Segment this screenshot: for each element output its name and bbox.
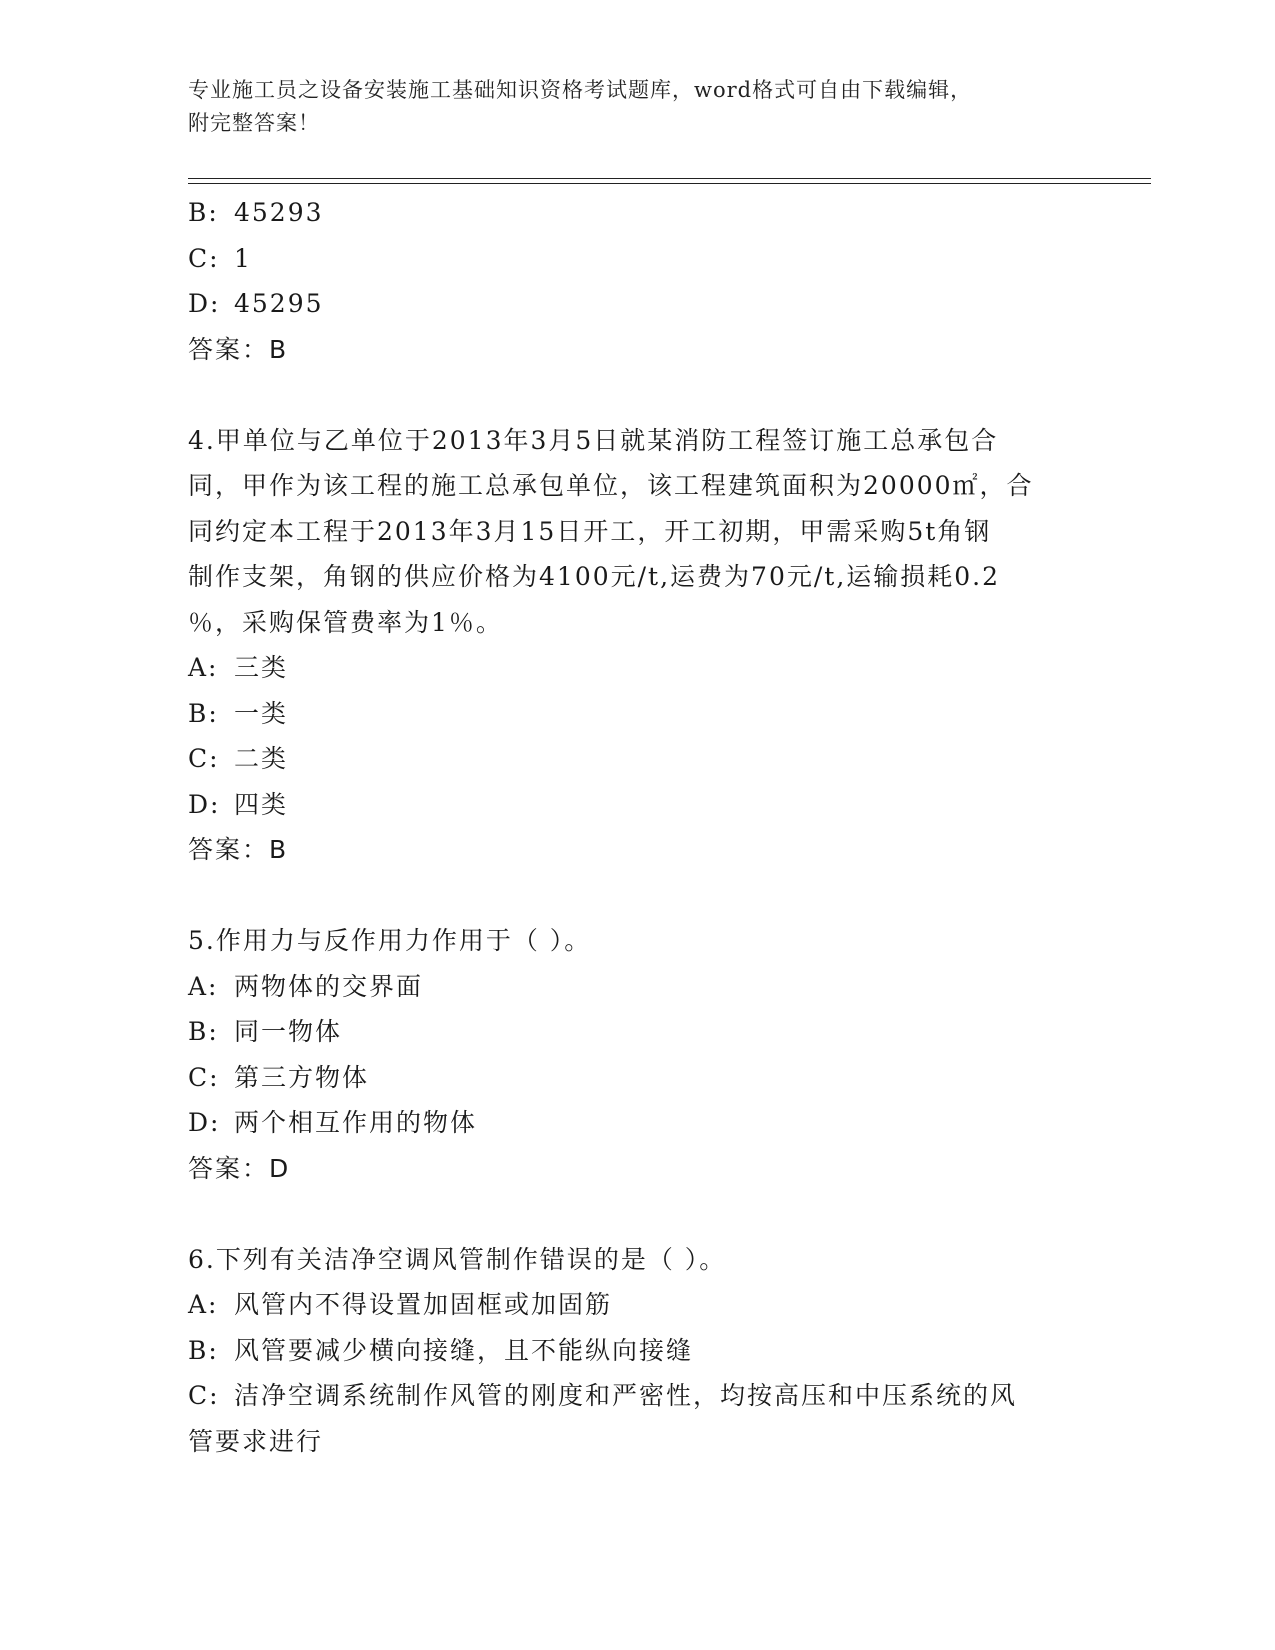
spacer [188, 873, 1068, 919]
option-text: 一类 [234, 698, 289, 728]
option-label: C: [188, 243, 220, 273]
option-label: A: [188, 653, 219, 682]
document-header [188, 74, 1068, 140]
option-label: B: [188, 698, 219, 728]
option-text: 三类 [234, 653, 289, 682]
option-text: 两个相互作用的物体 [234, 1108, 478, 1137]
option-label: B: [188, 1017, 219, 1046]
option-text: 风管内不得设置加固框或加固筋 [234, 1290, 613, 1319]
header-double-rule [188, 178, 1151, 184]
answer-line: 答案：B [188, 835, 289, 864]
answer-line: 答案：B [188, 334, 289, 364]
option-label: C: [188, 1062, 220, 1092]
question-text-line: 6.下列有关洁净空调风管制作错误的是（ ）。 [188, 1244, 727, 1274]
option-b [188, 1328, 1068, 1374]
spacer [188, 372, 1068, 418]
option-text: 洁净空调系统制作风管的刚度和严密性，均按高压和中压系统的风 [234, 1381, 1018, 1410]
option-label: D: [188, 289, 221, 318]
option-text: 45295 [234, 289, 324, 318]
question-4 [188, 418, 1068, 873]
question-content [188, 190, 1068, 1464]
header-line-1: 专业施工员之设备安装施工基础知识资格考试题库，word格式可自由下载编辑， [188, 78, 973, 102]
option-c [188, 236, 1068, 282]
option-text: 两物体的交界面 [234, 971, 424, 1001]
answer-line: 答案：D [188, 1153, 291, 1183]
option-label: B: [188, 198, 219, 227]
option-text: 1 [234, 243, 252, 273]
header-line-2: 附完整答案！ [188, 111, 320, 135]
question-text-line: 5.作用力与反作用力作用于（ ）。 [188, 926, 592, 955]
option-text: 第三方物体 [234, 1062, 370, 1092]
option-label: C: [188, 1381, 220, 1410]
option-a [188, 1282, 1068, 1328]
option-b [188, 691, 1068, 737]
option-label: B: [188, 1335, 219, 1365]
spacer [188, 1191, 1068, 1237]
question-6 [188, 1237, 1068, 1465]
option-text: 四类 [234, 789, 289, 819]
option-label: D: [188, 789, 221, 819]
option-a [188, 645, 1068, 691]
question-text-line: 同，甲作为该工程的施工总承包单位，该工程建筑面积为20000㎡，合 [188, 471, 1034, 500]
option-label: A: [188, 971, 219, 1001]
question-5 [188, 918, 1068, 1191]
option-label: D: [188, 1108, 221, 1137]
question-text-line: ％，采购保管费率为1％。 [188, 607, 503, 637]
option-text: 风管要减少横向接缝，且不能纵向接缝 [234, 1335, 694, 1365]
option-a [188, 964, 1068, 1010]
option-c [188, 1373, 1068, 1419]
question-3-tail [188, 190, 1068, 372]
option-label: C: [188, 744, 220, 773]
option-c [188, 736, 1068, 782]
option-text: 45293 [234, 198, 324, 227]
option-c-continuation: 管要求进行 [188, 1426, 324, 1456]
option-text: 同一物体 [234, 1017, 343, 1046]
option-d [188, 782, 1068, 828]
option-text: 二类 [234, 744, 289, 773]
option-b [188, 190, 1068, 236]
question-text-line: 4.甲单位与乙单位于2013年3月5日就某消防工程签订施工总承包合 [188, 425, 999, 455]
question-text-line: 同约定本工程于2013年3月15日开工，开工初期，甲需采购5t角钢 [188, 516, 992, 546]
option-d [188, 1100, 1068, 1146]
question-text-line: 制作支架，角钢的供应价格为4100元/t,运费为70元/t,运输损耗0.2 [188, 562, 1001, 591]
option-c [188, 1055, 1068, 1101]
option-label: A: [188, 1290, 219, 1319]
option-d [188, 281, 1068, 327]
option-b [188, 1009, 1068, 1055]
